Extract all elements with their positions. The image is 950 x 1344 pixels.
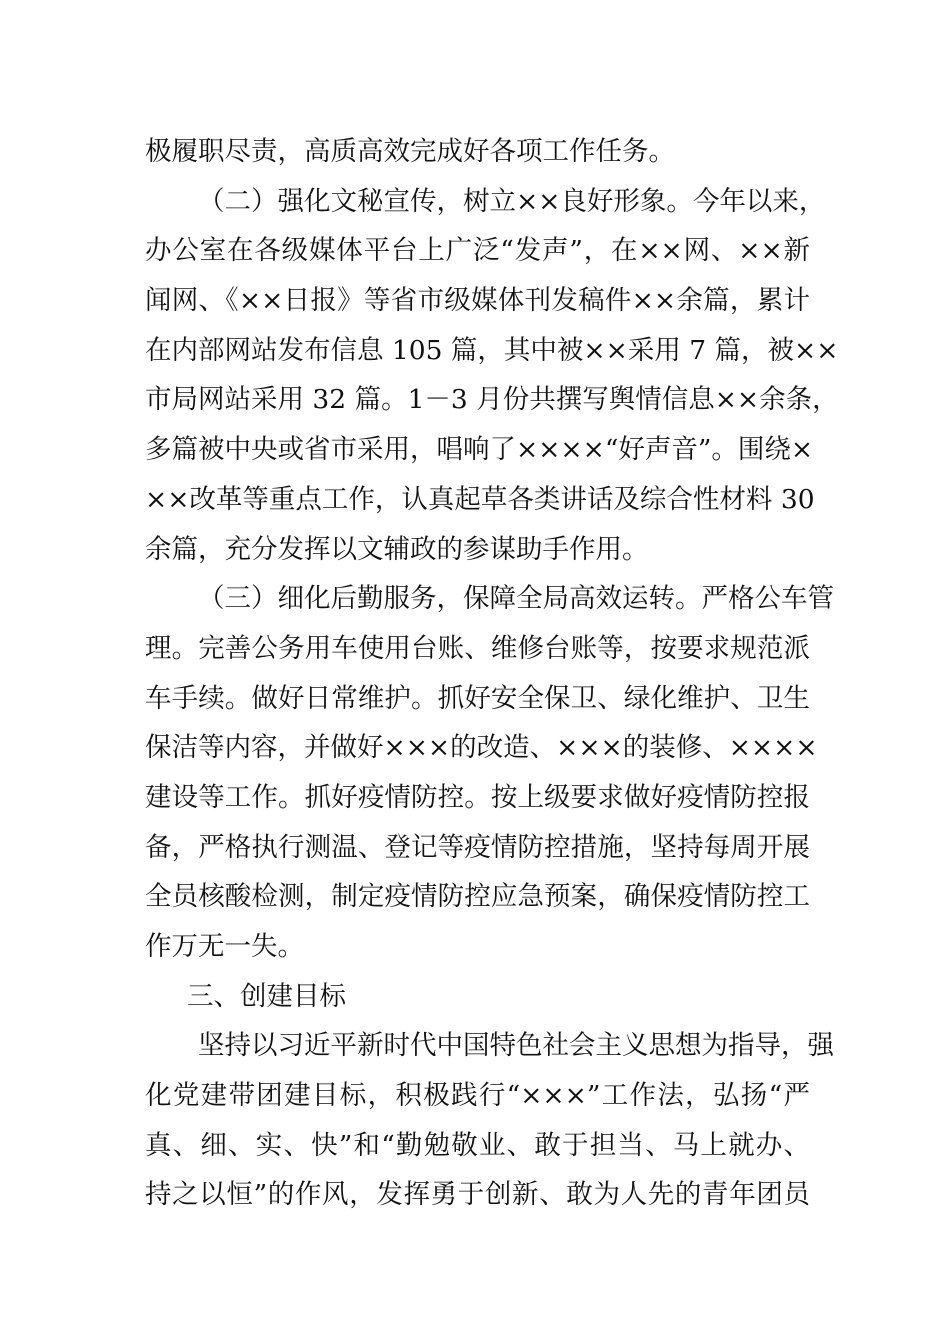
text-line: 建设等工作。抓好疫情防控。按上级要求做好疫情防控报 — [145, 781, 810, 813]
text-line: 真、细、实、快”和“勤勉敬业、敢于担当、马上就办、 — [145, 1129, 810, 1161]
text-line: 车手续。做好日常维护。抓好安全保卫、绿化维护、卫生 — [145, 682, 810, 714]
section-heading: 三、创建目标 — [187, 980, 346, 1012]
paragraph-start-line: 坚持以习近平新时代中国特色社会主义思想为指导，强 — [198, 1030, 834, 1062]
text-line: 闻网、《××日报》等省市级媒体刊发稿件××余篇，累计 — [145, 285, 810, 317]
text-line: 备，严格执行测温、登记等疫情防控措施，坚持每周开展 — [145, 831, 810, 863]
text-line: 理。完善公务用车使用台账、维修台账等，按要求规范派 — [145, 632, 810, 664]
text-line: 极履职尽责，高质高效完成好各项工作任务。 — [145, 136, 675, 167]
text-line: 余篇，充分发挥以文辅政的参谋助手作用。 — [145, 533, 649, 565]
paragraph-start-line: （三）细化后勤服务，保障全局高效运转。严格公车管 — [198, 583, 834, 615]
text-line: 多篇被中央或省市采用，唱响了××××“好声音”。围绕× — [145, 434, 814, 466]
text-line: 办公室在各级媒体平台上广泛“发声”，在××网、××新 — [145, 235, 810, 267]
text-line: 保洁等内容，并做好×××的改造、×××的装修、×××× — [145, 732, 818, 764]
text-line: ××改革等重点工作，认真起草各类讲话及综合性材料 30 — [145, 483, 815, 515]
text-line: 作万无一失。 — [145, 931, 304, 962]
document-body — [145, 127, 839, 1220]
text-line: 持之以恒”的作风，发挥勇于创新、敢为人先的青年团员 — [145, 1179, 810, 1211]
text-line: 市局网站采用 32 篇。1－3 月份共撰写舆情信息××余条， — [145, 384, 839, 416]
text-line: 全员核酸检测，制定疫情防控应急预案，确保疫情防控工 — [145, 881, 810, 913]
text-line: 化党建带团建目标，积极践行“×××”工作法，弘扬“严 — [145, 1080, 810, 1112]
paragraph-start-line: （二）强化文秘宣传，树立××良好形象。今年以来， — [198, 185, 826, 217]
text-line: 在内部网站发布信息 105 篇，其中被××采用 7 篇，被×× — [145, 334, 839, 366]
